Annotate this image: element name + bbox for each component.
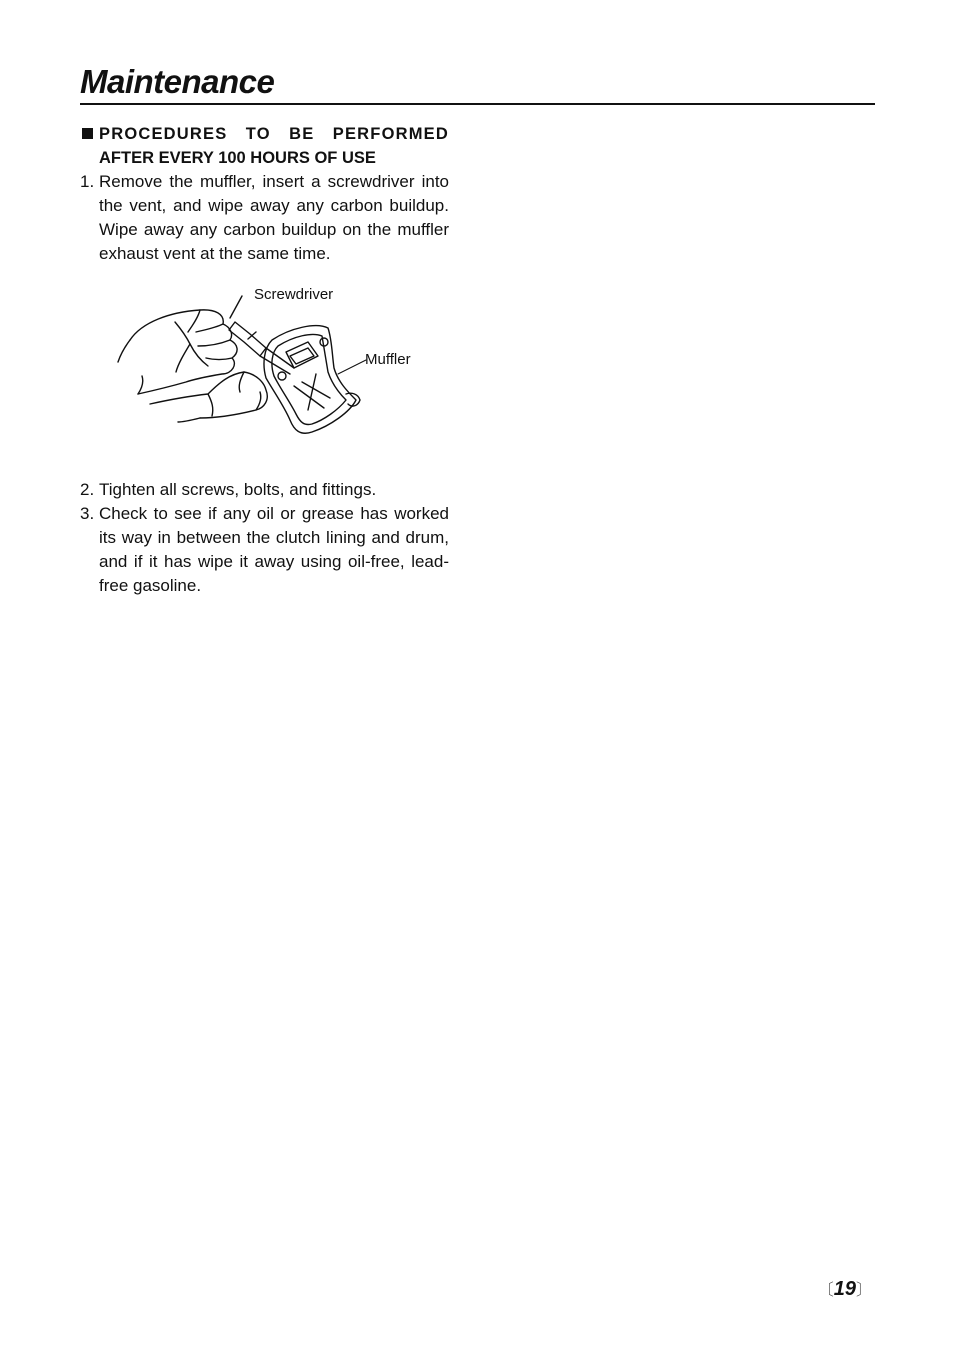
section-heading-line1: PROCEDURES TO BE PERFORMED [99, 125, 449, 143]
bracket-left: 〔 [817, 1282, 834, 1299]
step-text: Check to see if any oil or grease has worked its way in between the clutch lining and drum, and if it has wipe it away using oil-free, lead-free gasoline. [99, 504, 449, 595]
step-text: Tighten all screws, bolts, and fittings. [99, 480, 377, 499]
page-number [818, 1277, 872, 1303]
muffler-cleaning-illustration [80, 282, 449, 470]
main-column [80, 122, 449, 598]
step-text: Remove the muffler, insert a screwdriver into the vent, and wipe away any carbon buildup. Wipe away any carbon buildup on the muffler exhaust vent at the same time. [99, 172, 449, 263]
section-heading [80, 122, 449, 170]
step-number: 2. [80, 480, 95, 499]
section-heading-line2: AFTER EVERY 100 HOURS OF USE [99, 149, 376, 167]
page-title: Maintenance [80, 63, 275, 100]
step-3 [80, 502, 449, 598]
title-rule [80, 103, 875, 105]
step-2 [80, 478, 449, 502]
muffler-label: Muffler [365, 351, 411, 368]
step-number: 1. [80, 172, 95, 191]
screwdriver-label: Screwdriver [254, 286, 334, 303]
square-bullet-icon [82, 128, 93, 139]
page-number-value: 19 [833, 1278, 856, 1300]
step-number: 3. [80, 504, 95, 523]
bracket-right: 〕 [855, 1282, 872, 1299]
hands-screwdriver-muffler-drawing [80, 282, 449, 470]
step-1 [80, 170, 449, 266]
